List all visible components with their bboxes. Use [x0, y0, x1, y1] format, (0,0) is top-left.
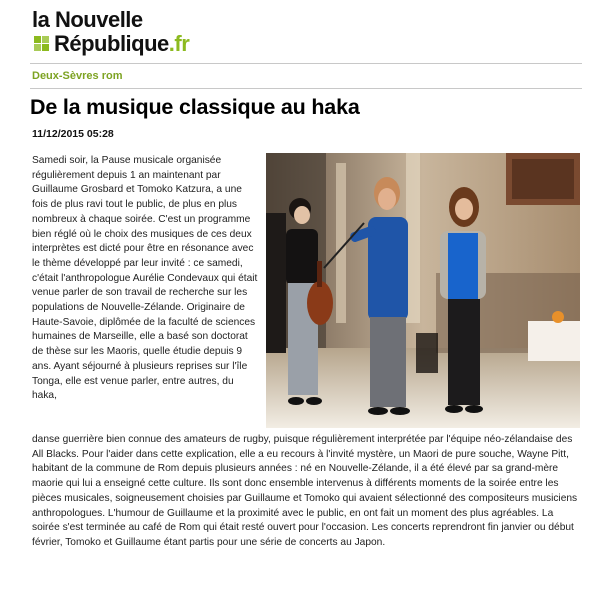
section-divider [30, 88, 582, 89]
section-label[interactable]: Deux-Sèvres rom [32, 70, 123, 82]
logo-line-1: la Nouvelle [32, 7, 143, 32]
logo-line-2 [54, 31, 189, 57]
article-paragraph-lead: Samedi soir, la Pause musicale organisée régulièrement depuis 1 an maintenant par Guillaume Grosbard et Tomoko Katzura, a une fois de plus ravi tout le public, de plus en plus nombreux à chaque soirée. C'est un programme bien réglé où le choix des musiques de ces deux interprètes est dicté pour être en résonance avec le thème développé par leur invité : ce samedi, c'était l'anthropologue Aurélie Condevaux qui était venue parler de son travail de recherche sur les populations de Nouvelle-Zélande. Originaire de Haute-Savoie, diplômée de la faculté de sciences humaines de Marseille, elle a basé son doctorat de thèse sur les Maoris, quelle étudie depuis 9 ans. Ayant séjourné à plusieurs reprises sur l'île Tonga, elle est venue parler, entre autres, du haka, [32, 155, 258, 402]
concert-photo-illustration [266, 153, 580, 428]
logo-tld: .fr [168, 31, 190, 56]
logo-word: République [54, 31, 169, 56]
header-divider [30, 63, 582, 64]
article-continuation [32, 433, 582, 551]
puzzle-squares-icon [34, 36, 50, 52]
article-paragraph-continuation: danse guerrière bien connue des amateurs de rugby, puisque régulièrement interprétée par l'équipe néo-zélandaise des All Blacks. Pour l'aider dans cette explication, elle a eu recours à l'invité mystère, un Maori de pure souche, Wayne Pitt, habitant de la commune de Rom depuis plusieurs années : né en Nouvelle-Zélande, il a été élevé par sa grand-mère maorie qui lui a enseigné cette culture. Ils sont donc ensemble intervenus à différents moments de la soirée entre les pièces musicales, soigneusement choisies par Guillaume et Tomoko qui avaient sélectionné des compositeurs musiciens anthropologues. L'humour de Guillaume et la proximité avec le public, en ont fait un moment des plus agréables. La soirée s'est terminée au café de Rom qui était resté ouvert pour l'occasion. Les concerts reprendront fin janvier ou début février, Tomoko et Guillaume étant partis pour une série de concerts au Japon. [32, 434, 578, 548]
article-lead [32, 154, 260, 404]
concert-photo [266, 153, 580, 428]
article-title: De la musique classique au haka [30, 95, 360, 119]
masthead-logo[interactable] [32, 8, 232, 60]
article-date: 11/12/2015 05:28 [32, 128, 114, 140]
